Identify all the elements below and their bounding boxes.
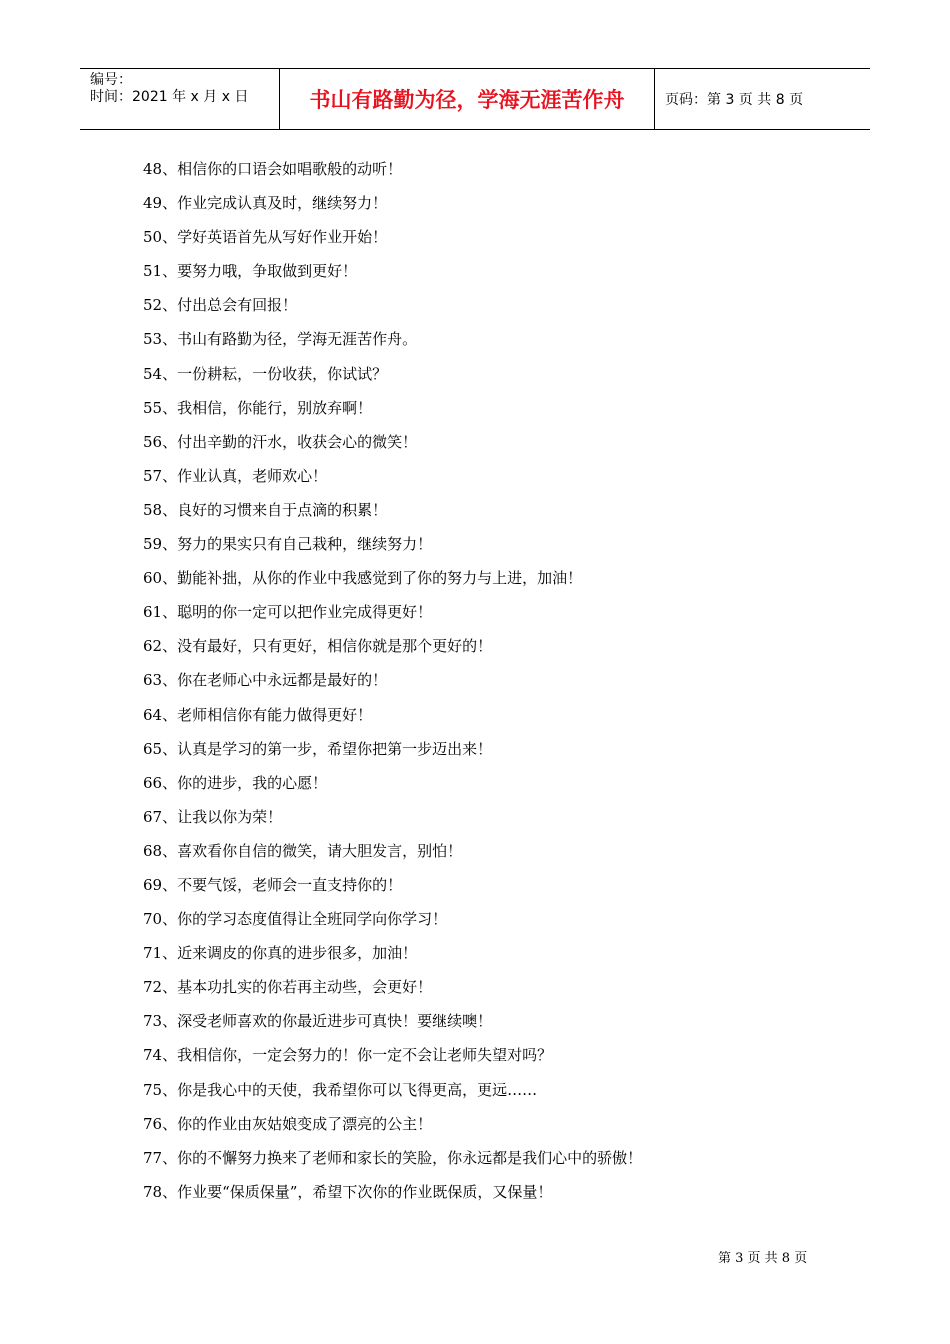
list-item: 67、让我以你为荣！: [143, 807, 283, 826]
list-item: 74、我相信你，一定会努力的！你一定不会让老师失望对吗？: [143, 1046, 553, 1065]
list-item: 64、老师相信你有能力做得更好！: [143, 705, 373, 724]
time-label: 时间：2021 年 x 月 x 日: [90, 89, 249, 105]
list-item: 57、作业认真，老师欢心！: [143, 466, 328, 485]
comment-list: [143, 156, 843, 1213]
list-item: 48、相信你的口语会如唱歌般的动听！: [143, 160, 403, 178]
header-motto: 书山有路勤为径，学海无涯苦作舟: [280, 69, 655, 129]
list-item: 75、你是我心中的天使，我希望你可以飞得更高，更远……: [143, 1080, 538, 1099]
list-item: 76、你的作业由灰姑娘变成了漂亮的公主！: [143, 1114, 433, 1133]
list-item: 59、努力的果实只有自己栽种，继续努力！: [143, 535, 433, 554]
list-item: 58、良好的习惯来自于点滴的积累！: [143, 500, 388, 519]
page-header: [80, 68, 870, 130]
list-item: 73、深受老师喜欢的你最近进步可真快！要继续噢！: [143, 1012, 493, 1031]
list-item: 60、勤能补拙，从你的作业中我感觉到了你的努力与上进，加油！: [143, 569, 583, 588]
list-item: 69、不要气馁，老师会一直支持你的！: [143, 875, 403, 894]
list-item: 71、近来调皮的你真的进步很多，加油！: [143, 944, 418, 963]
list-item: 62、没有最好，只有更好，相信你就是那个更好的！: [143, 637, 493, 656]
list-item: 61、聪明的你一定可以把作业完成得更好！: [143, 603, 433, 622]
list-item: 72、基本功扎实的你若再主动些，会更好！: [143, 978, 433, 997]
header-meta: [80, 69, 280, 129]
list-item: 52、付出总会有回报！: [143, 296, 298, 315]
list-item: 65、认真是学习的第一步，希望你把第一步迈出来！: [143, 739, 493, 758]
header-page-info: 页码：第 3 页 共 8 页: [665, 92, 804, 108]
page-footer: 第 3 页 共 8 页: [718, 1251, 808, 1266]
list-item: 55、我相信，你能行，别放弃啊！: [143, 398, 373, 417]
list-item: 70、你的学习态度值得让全班同学向你学习！: [143, 910, 448, 929]
list-item: 66、你的进步，我的心愿！: [143, 773, 328, 792]
list-item: 77、你的不懈努力换来了老师和家长的笑脸，你永远都是我们心中的骄傲！: [143, 1148, 643, 1167]
list-item: 50、学好英语首先从写好作业开始！: [143, 228, 388, 247]
serial-label: 编号：: [90, 72, 132, 88]
list-item: 53、书山有路勤为径，学海无涯苦作舟。: [143, 330, 418, 349]
list-item: 56、付出辛勤的汗水，收获会心的微笑！: [143, 432, 418, 451]
list-item: 78、作业要“保质保量”，希望下次你的作业既保质，又保量！: [143, 1182, 553, 1201]
list-item: 68、喜欢看你自信的微笑，请大胆发言，别怕！: [143, 841, 463, 860]
list-item: 49、作业完成认真及时，继续努力！: [143, 194, 388, 213]
list-item: 54、一份耕耘，一份收获，你试试？: [143, 364, 388, 383]
list-item: 63、你在老师心中永远都是最好的！: [143, 671, 388, 690]
list-item: 51、要努力哦，争取做到更好！: [143, 262, 358, 281]
